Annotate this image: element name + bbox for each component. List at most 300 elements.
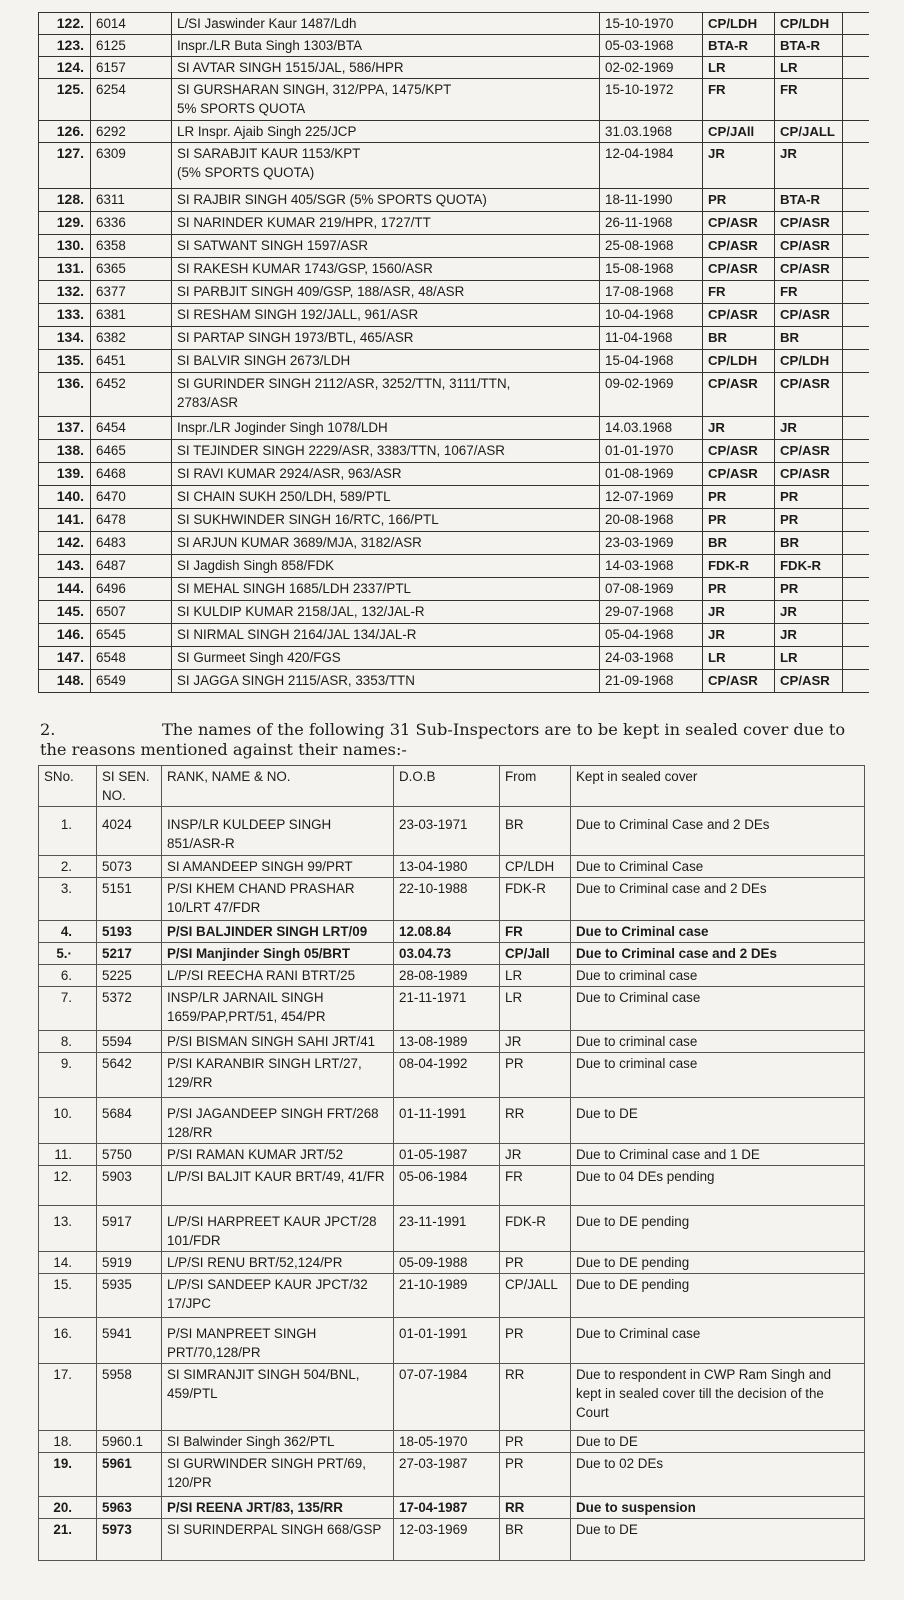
table-row — [39, 1453, 865, 1497]
to-unit: CP/ASR — [775, 670, 843, 693]
seniority-number: 5941 — [97, 1318, 162, 1364]
date-of-birth: 24-03-1968 — [600, 647, 703, 670]
name-text: SI JAGGA SINGH 2115/ASR, 3353/TTN — [177, 673, 415, 688]
blank-cell — [843, 624, 869, 647]
name-text: SI Jagdish Singh 858/FDK — [177, 558, 335, 573]
seniority-number: 6487 — [91, 555, 172, 578]
name-text: SI SARABJIT KAUR 1153/KPT — [177, 146, 361, 161]
serial-number: 9. — [39, 1053, 97, 1098]
to-unit: CP/ASR — [775, 235, 843, 258]
rank-name-number: P/SI KARANBIR SINGH LRT/27, 129/RR — [162, 1053, 394, 1098]
serial-number: 20. — [39, 1497, 97, 1519]
from-unit: CP/JAll — [703, 121, 775, 143]
date-of-birth: 02-02-1969 — [600, 57, 703, 79]
sealed-cover-reason: Due to DE — [571, 1098, 865, 1144]
seniority-number: 6451 — [91, 350, 172, 373]
sealed-cover-paragraph — [40, 720, 870, 760]
date-of-birth: 15-04-1968 — [600, 350, 703, 373]
to-unit: BTA-R — [775, 189, 843, 212]
name-text: SI GURINDER SINGH 2112/ASR, 3252/TTN, 3111/TTN, — [177, 376, 511, 391]
seniority-number: 6470 — [91, 486, 172, 509]
to-unit: JR — [775, 417, 843, 440]
from-unit: RR — [500, 1497, 571, 1519]
rank-name-number: P/SI JAGANDEEP SINGH FRT/268 128/RR — [162, 1098, 394, 1144]
sealed-cover-reason: Due to 02 DEs — [571, 1453, 865, 1497]
serial-number: 145. — [39, 601, 91, 624]
name-cell — [172, 532, 600, 555]
from-unit: BR — [703, 327, 775, 350]
serial-number: 131. — [39, 258, 91, 281]
seniority-number: 6548 — [91, 647, 172, 670]
seniority-number: 5642 — [97, 1053, 162, 1098]
rank-name-number: SI AMANDEEP SINGH 99/PRT — [162, 856, 394, 878]
rank-name-number: L/P/SI BALJIT KAUR BRT/49, 41/FR — [162, 1166, 394, 1206]
name-text-line-2: 5% SPORTS QUOTA — [177, 101, 306, 116]
seniority-number: 6311 — [91, 189, 172, 212]
blank-cell — [843, 486, 869, 509]
from-unit: CP/ASR — [703, 235, 775, 258]
date-of-birth: 01-11-1991 — [394, 1098, 500, 1144]
date-of-birth: 10-04-1968 — [600, 304, 703, 327]
table-row — [39, 281, 869, 304]
blank-cell — [843, 35, 869, 57]
from-unit: FR — [500, 921, 571, 943]
blank-cell — [843, 235, 869, 258]
table-row — [39, 555, 869, 578]
name-cell — [172, 57, 600, 79]
blank-cell — [843, 212, 869, 235]
date-of-birth: 12.08.84 — [394, 921, 500, 943]
seniority-number: 5917 — [97, 1206, 162, 1252]
table-row — [39, 921, 865, 943]
paragraph-line-1: The names of the following 31 Sub-Inspectors are to be kept in sealed cover due to — [162, 720, 846, 739]
name-cell — [172, 304, 600, 327]
from-unit: BR — [703, 532, 775, 555]
sealed-cover-reason: Due to criminal case — [571, 965, 865, 987]
table-row — [39, 624, 869, 647]
serial-number: 6. — [39, 965, 97, 987]
rank-name-number: INSP/LR JARNAIL SINGH 1659/PAP,PRT/51, 454/PR — [162, 987, 394, 1031]
from-unit: FDK-R — [500, 878, 571, 921]
from-unit: CP/JALL — [500, 1274, 571, 1318]
name-cell — [172, 373, 600, 417]
table-row — [39, 350, 869, 373]
from-unit: PR — [703, 189, 775, 212]
from-unit: LR — [703, 647, 775, 670]
seniority-number: 6125 — [91, 35, 172, 57]
name-text: SI RAJBIR SINGH 405/SGR (5% SPORTS QUOTA) — [177, 192, 487, 207]
serial-number: 16. — [39, 1318, 97, 1364]
name-cell — [172, 463, 600, 486]
name-text: SI TEJINDER SINGH 2229/ASR, 3383/TTN, 1067/ASR — [177, 443, 505, 458]
blank-cell — [843, 417, 869, 440]
seniority-number: 5073 — [97, 856, 162, 878]
rank-name-number: P/SI REENA JRT/83, 135/RR — [162, 1497, 394, 1519]
table-row — [39, 373, 869, 417]
blank-cell — [843, 258, 869, 281]
serial-number: 129. — [39, 212, 91, 235]
date-of-birth: 15-10-1972 — [600, 79, 703, 121]
to-unit: FR — [775, 79, 843, 121]
name-cell — [172, 35, 600, 57]
blank-cell — [843, 79, 869, 121]
blank-cell — [843, 304, 869, 327]
date-of-birth: 17-04-1987 — [394, 1497, 500, 1519]
from-unit: CP/LDH — [703, 13, 775, 35]
date-of-birth: 23-03-1971 — [394, 807, 500, 856]
sealed-cover-reason: Due to DE — [571, 1519, 865, 1561]
date-of-birth: 14-03-1968 — [600, 555, 703, 578]
date-of-birth: 31.03.1968 — [600, 121, 703, 143]
paragraph-line-2: the reasons mentioned against their names:- — [40, 740, 407, 759]
name-text: SI BALVIR SINGH 2673/LDH — [177, 353, 351, 368]
name-text: SI SATWANT SINGH 1597/ASR — [177, 238, 368, 253]
serial-number: 130. — [39, 235, 91, 258]
header-row — [39, 766, 865, 807]
table-row — [39, 304, 869, 327]
name-text: SI PARTAP SINGH 1973/BTL, 465/ASR — [177, 330, 414, 345]
seniority-number: 5903 — [97, 1166, 162, 1206]
rank-name-number: P/SI Manjinder Singh 05/BRT — [162, 943, 394, 965]
name-text: SI CHAIN SUKH 250/LDH, 589/PTL — [177, 489, 391, 504]
to-unit: FR — [775, 281, 843, 304]
to-unit: PR — [775, 486, 843, 509]
seniority-number: 5963 — [97, 1497, 162, 1519]
date-of-birth: 21-11-1971 — [394, 987, 500, 1031]
name-cell — [172, 509, 600, 532]
from-unit: LR — [500, 987, 571, 1031]
table-row — [39, 486, 869, 509]
date-of-birth: 26-11-1968 — [600, 212, 703, 235]
date-of-birth: 13-04-1980 — [394, 856, 500, 878]
seniority-number: 6478 — [91, 509, 172, 532]
name-cell — [172, 486, 600, 509]
sealed-cover-table — [38, 765, 865, 1561]
seniority-number: 6452 — [91, 373, 172, 417]
table-row — [39, 417, 869, 440]
seniority-number: 6014 — [91, 13, 172, 35]
name-text: SI NIRMAL SINGH 2164/JAL 134/JAL-R — [177, 627, 417, 642]
seniority-number: 5684 — [97, 1098, 162, 1144]
blank-cell — [843, 578, 869, 601]
blank-cell — [843, 601, 869, 624]
serial-number: 147. — [39, 647, 91, 670]
sealed-cover-reason: Due to DE pending — [571, 1252, 865, 1274]
name-text: SI NARINDER KUMAR 219/HPR, 1727/TT — [177, 215, 431, 230]
name-cell — [172, 189, 600, 212]
promotion-list-table — [38, 12, 869, 693]
from-unit: FR — [500, 1166, 571, 1206]
table-row — [39, 35, 869, 57]
table-row — [39, 601, 869, 624]
serial-number: 138. — [39, 440, 91, 463]
to-unit: BR — [775, 327, 843, 350]
name-text: Inspr./LR Joginder Singh 1078/LDH — [177, 420, 388, 435]
from-unit: CP/ASR — [703, 212, 775, 235]
from-unit: PR — [500, 1431, 571, 1453]
from-unit: FR — [703, 281, 775, 304]
date-of-birth: 17-08-1968 — [600, 281, 703, 304]
sealed-cover-reason: Due to Criminal case — [571, 987, 865, 1031]
date-of-birth: 12-03-1969 — [394, 1519, 500, 1561]
from-unit: LR — [500, 965, 571, 987]
table-row — [39, 440, 869, 463]
table-row — [39, 965, 865, 987]
header-sno: SNo. — [39, 766, 97, 807]
date-of-birth: 29-07-1968 — [600, 601, 703, 624]
serial-number: 15. — [39, 1274, 97, 1318]
to-unit: PR — [775, 578, 843, 601]
from-unit: CP/ASR — [703, 670, 775, 693]
serial-number: 146. — [39, 624, 91, 647]
serial-number: 134. — [39, 327, 91, 350]
date-of-birth: 23-11-1991 — [394, 1206, 500, 1252]
table-row — [39, 463, 869, 486]
serial-number: 19. — [39, 1453, 97, 1497]
from-unit: CP/LDH — [500, 856, 571, 878]
from-unit: FR — [703, 79, 775, 121]
serial-number: 125. — [39, 79, 91, 121]
to-unit: BR — [775, 532, 843, 555]
table-row — [39, 212, 869, 235]
seniority-number: 5958 — [97, 1364, 162, 1431]
seniority-number: 6483 — [91, 532, 172, 555]
to-unit: PR — [775, 509, 843, 532]
to-unit: CP/ASR — [775, 373, 843, 417]
serial-number: 137. — [39, 417, 91, 440]
sealed-cover-reason: Due to DE pending — [571, 1274, 865, 1318]
from-unit: PR — [500, 1252, 571, 1274]
date-of-birth: 15-08-1968 — [600, 258, 703, 281]
from-unit: JR — [703, 601, 775, 624]
from-unit: PR — [703, 509, 775, 532]
serial-number: 140. — [39, 486, 91, 509]
seniority-number: 5961 — [97, 1453, 162, 1497]
table-row — [39, 1144, 865, 1166]
from-unit: CP/ASR — [703, 258, 775, 281]
date-of-birth: 15-10-1970 — [600, 13, 703, 35]
date-of-birth: 28-08-1989 — [394, 965, 500, 987]
from-unit: JR — [703, 143, 775, 189]
blank-cell — [843, 189, 869, 212]
seniority-number: 5935 — [97, 1274, 162, 1318]
date-of-birth: 08-04-1992 — [394, 1053, 500, 1098]
rank-name-number: SI SURINDERPAL SINGH 668/GSP — [162, 1519, 394, 1561]
table-row — [39, 670, 869, 693]
blank-cell — [843, 509, 869, 532]
name-cell — [172, 440, 600, 463]
serial-number: 8. — [39, 1031, 97, 1053]
name-cell — [172, 624, 600, 647]
seniority-number: 6336 — [91, 212, 172, 235]
name-cell — [172, 601, 600, 624]
serial-number: 21. — [39, 1519, 97, 1561]
rank-name-number: P/SI RAMAN KUMAR JRT/52 — [162, 1144, 394, 1166]
name-cell — [172, 235, 600, 258]
date-of-birth: 05-03-1968 — [600, 35, 703, 57]
from-unit: CP/LDH — [703, 350, 775, 373]
sealed-cover-reason: Due to DE pending — [571, 1206, 865, 1252]
rank-name-number: P/SI BISMAN SINGH SAHI JRT/41 — [162, 1031, 394, 1053]
name-text: SI PARBJIT SINGH 409/GSP, 188/ASR, 48/ASR — [177, 284, 465, 299]
sealed-cover-reason: Due to Criminal case and 1 DE — [571, 1144, 865, 1166]
name-text: SI KULDIP KUMAR 2158/JAL, 132/JAL-R — [177, 604, 425, 619]
from-unit: LR — [703, 57, 775, 79]
seniority-number: 6365 — [91, 258, 172, 281]
from-unit: PR — [703, 578, 775, 601]
to-unit: LR — [775, 57, 843, 79]
sealed-cover-reason: Due to DE — [571, 1431, 865, 1453]
serial-number: 135. — [39, 350, 91, 373]
seniority-number: 6468 — [91, 463, 172, 486]
to-unit: CP/ASR — [775, 258, 843, 281]
table-row — [39, 235, 869, 258]
from-unit: PR — [500, 1053, 571, 1098]
name-text: SI ARJUN KUMAR 3689/MJA, 3182/ASR — [177, 535, 422, 550]
rank-name-number: P/SI BALJINDER SINGH LRT/09 — [162, 921, 394, 943]
name-text-line-2: 2783/ASR — [177, 395, 239, 410]
seniority-number: 6309 — [91, 143, 172, 189]
from-unit: PR — [703, 486, 775, 509]
table-row — [39, 1166, 865, 1206]
name-cell — [172, 555, 600, 578]
serial-number: 7. — [39, 987, 97, 1031]
serial-number: 5.· — [39, 943, 97, 965]
blank-cell — [843, 281, 869, 304]
name-text: SI RAVI KUMAR 2924/ASR, 963/ASR — [177, 466, 402, 481]
table-row — [39, 807, 865, 856]
seniority-number: 6465 — [91, 440, 172, 463]
name-cell — [172, 647, 600, 670]
from-unit: JR — [703, 624, 775, 647]
rank-name-number: L/P/SI REECHA RANI BTRT/25 — [162, 965, 394, 987]
blank-cell — [843, 121, 869, 143]
from-unit: CP/Jall — [500, 943, 571, 965]
serial-number: 4. — [39, 921, 97, 943]
table-row — [39, 79, 869, 121]
to-unit: CP/ASR — [775, 304, 843, 327]
table-row — [39, 1497, 865, 1519]
table-row — [39, 13, 869, 35]
name-cell — [172, 417, 600, 440]
date-of-birth: 23-03-1969 — [600, 532, 703, 555]
blank-cell — [843, 373, 869, 417]
sealed-cover-reason: Due to 04 DEs pending — [571, 1166, 865, 1206]
sealed-cover-reason: Due to criminal case — [571, 1053, 865, 1098]
seniority-number: 5594 — [97, 1031, 162, 1053]
seniority-number: 6382 — [91, 327, 172, 350]
name-cell — [172, 121, 600, 143]
blank-cell — [843, 463, 869, 486]
serial-number: 132. — [39, 281, 91, 304]
rank-name-number: P/SI MANPREET SINGH PRT/70,128/PR — [162, 1318, 394, 1364]
seniority-number: 6377 — [91, 281, 172, 304]
serial-number: 12. — [39, 1166, 97, 1206]
from-unit: BR — [500, 1519, 571, 1561]
date-of-birth: 22-10-1988 — [394, 878, 500, 921]
name-text: SI GURSHARAN SINGH, 312/PPA, 1475/KPT — [177, 82, 452, 97]
serial-number: 142. — [39, 532, 91, 555]
to-unit: JR — [775, 601, 843, 624]
name-cell — [172, 670, 600, 693]
from-unit: CP/ASR — [703, 373, 775, 417]
table-row — [39, 1431, 865, 1453]
to-unit: LR — [775, 647, 843, 670]
from-unit: BTA-R — [703, 35, 775, 57]
serial-number: 148. — [39, 670, 91, 693]
name-cell — [172, 327, 600, 350]
table-row — [39, 647, 869, 670]
sealed-cover-reason: Due to respondent in CWP Ram Singh and kept in sealed cover till the decision of the Court — [571, 1364, 865, 1431]
date-of-birth: 09-02-1969 — [600, 373, 703, 417]
from-unit: JR — [500, 1144, 571, 1166]
name-text: SI AVTAR SINGH 1515/JAL, 586/HPR — [177, 60, 404, 75]
table-row — [39, 1206, 865, 1252]
serial-number: 128. — [39, 189, 91, 212]
from-unit: JR — [500, 1031, 571, 1053]
date-of-birth: 21-09-1968 — [600, 670, 703, 693]
name-cell — [172, 143, 600, 189]
date-of-birth: 25-08-1968 — [600, 235, 703, 258]
sealed-cover-reason: Due to Criminal case and 2 DEs — [571, 943, 865, 965]
seniority-number: 4024 — [97, 807, 162, 856]
serial-number: 3. — [39, 878, 97, 921]
date-of-birth: 14.03.1968 — [600, 417, 703, 440]
table-row — [39, 578, 869, 601]
name-cell — [172, 350, 600, 373]
serial-number: 10. — [39, 1098, 97, 1144]
serial-number: 127. — [39, 143, 91, 189]
table-row — [39, 987, 865, 1031]
date-of-birth: 05-09-1988 — [394, 1252, 500, 1274]
to-unit: CP/JALL — [775, 121, 843, 143]
serial-number: 136. — [39, 373, 91, 417]
blank-cell — [843, 13, 869, 35]
table-row — [39, 1252, 865, 1274]
seniority-number: 5960.1 — [97, 1431, 162, 1453]
seniority-number: 6254 — [91, 79, 172, 121]
serial-number: 143. — [39, 555, 91, 578]
table-row — [39, 1274, 865, 1318]
from-unit: PR — [500, 1453, 571, 1497]
serial-number: 126. — [39, 121, 91, 143]
date-of-birth: 07-07-1984 — [394, 1364, 500, 1431]
table-row — [39, 1318, 865, 1364]
name-text-line-2: (5% SPORTS QUOTA) — [177, 165, 315, 180]
sealed-cover-reason: Due to Criminal Case — [571, 856, 865, 878]
name-text: SI MEHAL SINGH 1685/LDH 2337/PTL — [177, 581, 411, 596]
name-text: L/SI Jaswinder Kaur 1487/Ldh — [177, 16, 357, 31]
date-of-birth: 01-01-1970 — [600, 440, 703, 463]
blank-cell — [843, 327, 869, 350]
blank-cell — [843, 532, 869, 555]
name-text: SI SUKHWINDER SINGH 16/RTC, 166/PTL — [177, 512, 439, 527]
seniority-number: 6454 — [91, 417, 172, 440]
table-row — [39, 509, 869, 532]
blank-cell — [843, 143, 869, 189]
name-text: SI RAKESH KUMAR 1743/GSP, 1560/ASR — [177, 261, 433, 276]
serial-number: 141. — [39, 509, 91, 532]
blank-cell — [843, 350, 869, 373]
date-of-birth: 01-08-1969 — [600, 463, 703, 486]
serial-number: 1. — [39, 807, 97, 856]
to-unit: CP/LDH — [775, 350, 843, 373]
sealed-cover-reason: Due to suspension — [571, 1497, 865, 1519]
from-unit: PR — [500, 1318, 571, 1364]
from-unit: BR — [500, 807, 571, 856]
date-of-birth: 18-11-1990 — [600, 189, 703, 212]
blank-cell — [843, 440, 869, 463]
